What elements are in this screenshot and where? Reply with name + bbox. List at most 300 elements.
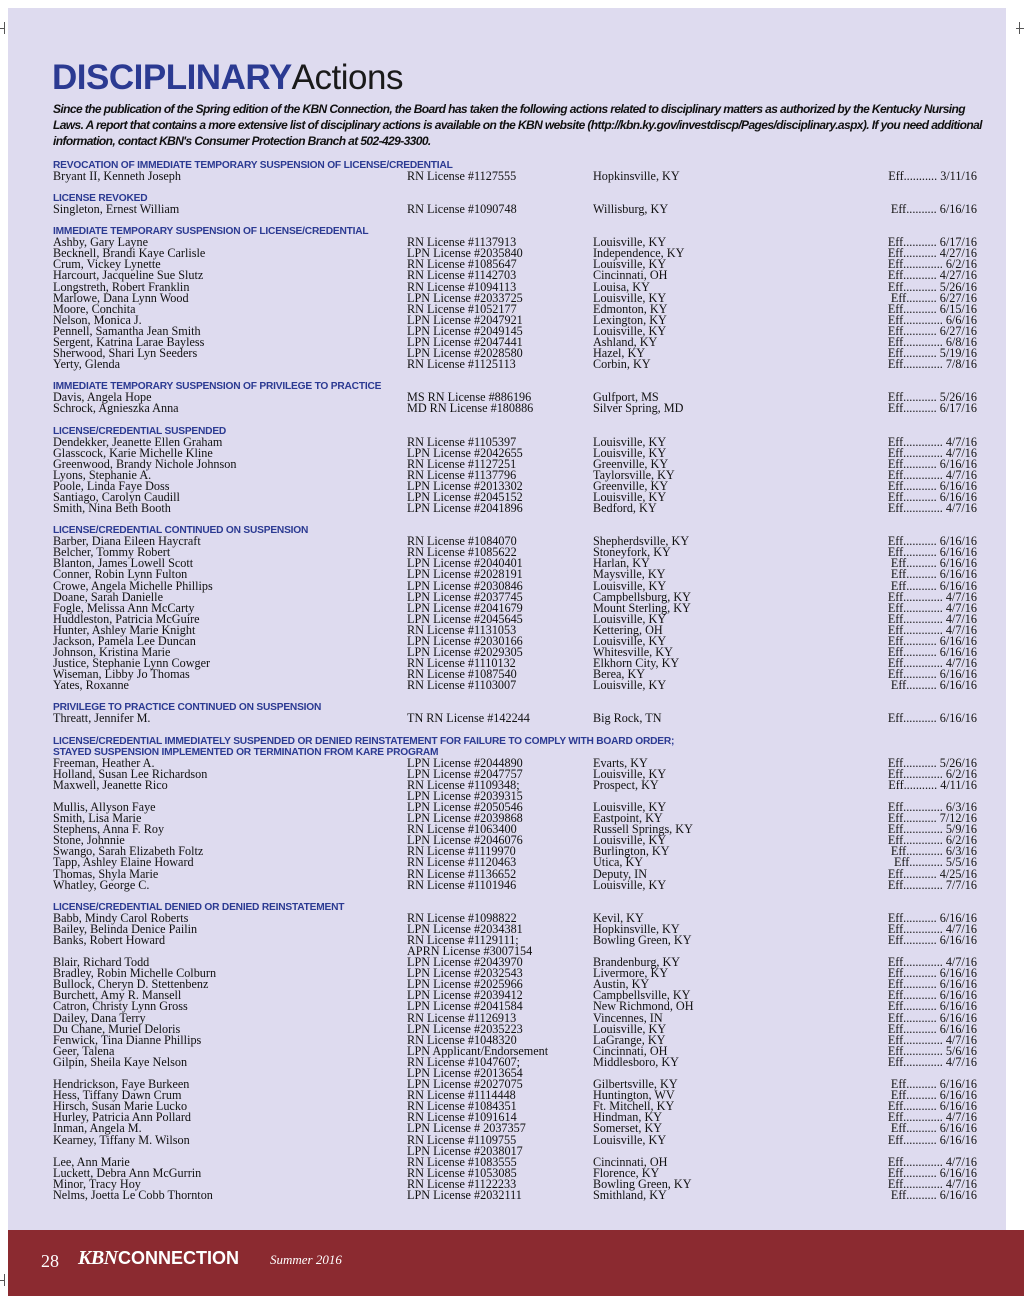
- entry-license: MS RN License #886196: [407, 390, 532, 405]
- entry-effective-date: Eff............. 6/3/16: [887, 799, 977, 814]
- entry-city: Louisa, KY: [593, 279, 650, 294]
- section-heading: LICENSE/CREDENTIAL DENIED OR DENIED REINSTATEMENT: [53, 901, 345, 913]
- entry-city: Louisville, KY: [593, 799, 667, 814]
- entry-license: RN License #1131053: [407, 622, 517, 637]
- entry-city: New Richmond, OH: [593, 999, 694, 1014]
- entry-city: Huntington, WV: [593, 1088, 675, 1103]
- entry-city: Louisville, KY: [593, 634, 667, 648]
- entry-name: Marlowe, Dana Lynn Wood: [53, 290, 189, 305]
- entry-license: LPN License #2025966: [407, 977, 523, 992]
- entry-name: Geer, Talena: [53, 1043, 115, 1058]
- entry-city: Hopkinsville, KY: [593, 169, 680, 183]
- entry-effective-date: Eff............ 6/3/16: [890, 844, 977, 859]
- entry-city: Hopkinsville, KY: [593, 921, 680, 936]
- entry-license: LPN License #2013654: [407, 1066, 523, 1080]
- action-section: [53, 426, 977, 515]
- entry-name: Hirsch, Susan Marie Lucko: [53, 1099, 188, 1114]
- entry-row: [53, 503, 977, 514]
- entry-name: Bradley, Robin Michelle Colburn: [53, 966, 217, 981]
- section-heading: LICENSE/CREDENTIAL SUSPENDED: [53, 425, 227, 437]
- entry-license: LPN License #2041679: [407, 600, 523, 615]
- brand-connection: CONNECTION: [118, 1248, 239, 1268]
- title-light: Actions: [291, 58, 403, 97]
- entry-effective-date: Eff........... 6/16/16: [887, 489, 977, 504]
- entry-name: Holland, Susan Lee Richardson: [53, 766, 208, 781]
- entry-city: Willisburg, KY: [593, 202, 669, 217]
- entry-name: Smith, Nina Beth Booth: [53, 501, 171, 516]
- entry-license: LPN License #2044890: [407, 755, 523, 770]
- entry-effective-date: Eff........... 4/25/16: [887, 866, 977, 881]
- entry-name: Freeman, Heather A.: [53, 755, 155, 770]
- entry-effective-date: Eff........... 3/11/16: [888, 169, 977, 183]
- entry-name: Whatley, George C.: [53, 877, 150, 892]
- entry-effective-date: Eff........... 6/16/16: [887, 910, 977, 925]
- entry-name: Mullis, Allyson Faye: [53, 799, 156, 814]
- entry-city: Berea, KY: [593, 667, 646, 682]
- entry-city: Hazel, KY: [593, 346, 646, 361]
- entry-license: LPN License #2033725: [407, 290, 523, 305]
- entry-effective-date: Eff............. 4/7/16: [887, 434, 977, 449]
- entry-effective-date: Eff.......... 6/16/16: [890, 1188, 977, 1203]
- entry-name: Babb, Mindy Carol Roberts: [53, 910, 189, 925]
- entry-city: Ashland, KY: [593, 335, 658, 350]
- crop-mark: [4, 22, 5, 34]
- entry-name: Gilpin, Sheila Kaye Nelson: [53, 1054, 188, 1069]
- entry-name: Davis, Angela Hope: [53, 390, 152, 405]
- entry-effective-date: Eff............. 4/7/16: [887, 921, 977, 936]
- entry-license: RN License #1052177: [407, 301, 517, 316]
- entry-city: Campbellsville, KY: [593, 988, 691, 1003]
- entry-effective-date: Eff........... 5/26/16: [887, 755, 977, 770]
- entry-name: Nelms, Joetta Le Cobb Thornton: [53, 1188, 213, 1203]
- entry-license: LPN License #2039315: [407, 788, 523, 803]
- entry-effective-date: Eff.......... 6/27/16: [890, 290, 977, 305]
- entry-city: Silver Spring, MD: [593, 401, 684, 416]
- intro-paragraph: Since the publication of the Spring edition of the KBN Connection, the Board has taken the following actions related to disciplinary matters as authorized by the Kentucky Nursing Laws. A report that contains a more extensive list of disciplinary actions is available on the KBN website (http://kbn.ky.gov/investdiscp/Pages/disciplinary.aspx). If you need additional information, contact KBN's Consumer Protection Branch at 502-429-3300.: [53, 102, 982, 149]
- entry-license: RN License #1053085: [407, 1165, 517, 1180]
- entry-name: Smith, Lisa Marie: [53, 811, 142, 826]
- entry-city: Louisville, KY: [593, 323, 667, 338]
- entry-name: Belcher, Tommy Robert: [53, 545, 171, 560]
- entry-name: Yerty, Glenda: [53, 357, 121, 372]
- footer-bar: [8, 1230, 1024, 1296]
- entry-effective-date: Eff........... 6/17/16: [887, 235, 977, 250]
- entry-city: Burlington, KY: [593, 844, 670, 859]
- entry-name: Dendekker, Jeanette Ellen Graham: [53, 434, 223, 449]
- entry-city: Stoneyfork, KY: [593, 545, 671, 560]
- entry-license: LPN License # 2037357: [407, 1121, 526, 1136]
- entry-city: Louisville, KY: [593, 678, 667, 693]
- entry-name: Doane, Sarah Danielle: [53, 589, 163, 604]
- entry-effective-date: Eff............. 7/8/16: [887, 357, 977, 372]
- entry-name: Hunter, Ashley Marie Knight: [53, 622, 196, 637]
- entry-city: Shepherdsville, KY: [593, 534, 690, 549]
- entry-license: LPN License #2047757: [407, 766, 523, 781]
- entry-city: Greenville, KY: [593, 478, 669, 493]
- entry-effective-date: Eff........... 6/16/16: [887, 999, 977, 1014]
- entry-city: Cincinnati, OH: [593, 1043, 668, 1058]
- entry-license: RN License #1083555: [407, 1154, 517, 1169]
- entry-license: RN License #1098822: [407, 910, 517, 925]
- entry-license: LPN License #2028191: [407, 567, 523, 582]
- section-heading: PRIVILEGE TO PRACTICE CONTINUED ON SUSPENSION: [53, 702, 322, 714]
- entry-effective-date: Eff........... 6/17/16: [887, 401, 977, 416]
- entry-effective-date: Eff........... 6/16/16: [887, 977, 977, 992]
- entry-effective-date: Eff.......... 6/16/16: [890, 678, 977, 693]
- entry-license: RN License #1094113: [407, 279, 517, 294]
- entry-city: Harlan, KY: [593, 556, 650, 571]
- entry-city: Louisville, KY: [593, 833, 667, 848]
- entry-license: RN License #1142703: [407, 268, 517, 283]
- disciplinary-list: [53, 160, 977, 1212]
- page-number: 28: [41, 1251, 59, 1271]
- entry-effective-date: Eff............. 4/7/16: [887, 600, 977, 615]
- entry-license: RN License #1129111;: [407, 932, 519, 947]
- entry-license: LPN License #2035223: [407, 1021, 523, 1036]
- entry-row: [53, 171, 977, 182]
- entry-name: Pennell, Samantha Jean Smith: [53, 323, 201, 338]
- entry-license: LPN License #2050546: [407, 799, 523, 814]
- entry-city: Louisville, KY: [593, 290, 667, 305]
- entry-license: LPN License #2038017: [407, 1143, 523, 1158]
- entry-name: Tapp, Ashley Elaine Howard: [53, 855, 194, 870]
- entry-license: LPN License #2049145: [407, 323, 523, 338]
- entry-name: Hess, Tiffany Dawn Crum: [53, 1088, 182, 1103]
- entry-city: Brandenburg, KY: [593, 955, 681, 970]
- entry-effective-date: Eff........... 6/27/16: [887, 323, 977, 338]
- entry-license: RN License #1125113: [407, 357, 516, 372]
- entry-name: Maxwell, Jeanette Rico: [53, 777, 168, 792]
- entry-city: Louisville, KY: [593, 445, 667, 460]
- entry-name: Lyons, Stephanie A.: [53, 467, 152, 482]
- entry-name: Jackson, Pamela Lee Duncan: [53, 634, 196, 648]
- entry-city: Louisville, KY: [593, 766, 667, 781]
- entry-effective-date: Eff........... 6/16/16: [887, 932, 977, 947]
- entry-effective-date: Eff.......... 6/16/16: [890, 1121, 977, 1136]
- entry-effective-date: Eff.......... 6/16/16: [890, 1077, 977, 1092]
- entry-effective-date: Eff............. 4/7/16: [887, 589, 977, 604]
- entry-effective-date: Eff............. 6/2/16: [887, 833, 977, 848]
- entry-license: TN RN License #142244: [407, 711, 530, 726]
- entry-name: Schrock, Agnieszka Anna: [53, 401, 179, 416]
- entry-name: Bailey, Belinda Denice Pailin: [53, 921, 198, 936]
- entry-effective-date: Eff........... 6/16/16: [887, 645, 977, 660]
- entry-effective-date: Eff........... 5/5/16: [893, 855, 977, 870]
- entry-name: Banks, Robert Howard: [53, 932, 166, 947]
- entry-city: Cincinnati, OH: [593, 1154, 668, 1169]
- entry-license: RN License #1091614: [407, 1110, 517, 1125]
- entry-license: RN License #1084351: [407, 1099, 517, 1114]
- entry-effective-date: Eff.......... 6/16/16: [890, 567, 977, 582]
- entry-license: LPN License #2043970: [407, 955, 523, 970]
- entry-city: Mount Sterling, KY: [593, 600, 691, 615]
- entry-license: LPN License #2027075: [407, 1077, 523, 1092]
- action-section: [53, 160, 977, 182]
- entry-row: [53, 680, 977, 691]
- entry-license: LPN License #2032111: [407, 1188, 522, 1203]
- entry-row: [53, 713, 977, 724]
- entry-city: Bowling Green, KY: [593, 1176, 692, 1191]
- entry-license: LPN License #2045152: [407, 489, 523, 504]
- entry-city: Louisville, KY: [593, 877, 667, 892]
- entry-effective-date: Eff............. 4/7/16: [887, 955, 977, 970]
- entry-name: Poole, Linda Faye Doss: [53, 478, 170, 493]
- entry-effective-date: Eff........... 6/16/16: [887, 1165, 977, 1180]
- entry-row: [53, 403, 977, 414]
- entry-name: Blanton, James Lowell Scott: [53, 556, 194, 571]
- entry-name: Inman, Angela M.: [53, 1121, 142, 1136]
- brand-kbn: KBN: [78, 1247, 118, 1269]
- entry-name: Du Chane, Muriel Deloris: [53, 1021, 181, 1036]
- entry-city: Louisville, KY: [593, 489, 667, 504]
- section-heading: STAYED SUSPENSION IMPLEMENTED OR TERMINATION FROM KARE PROGRAM: [53, 746, 439, 758]
- entry-name: Glasscock, Karie Michelle Kline: [53, 445, 213, 460]
- entry-effective-date: Eff............. 4/7/16: [887, 501, 977, 516]
- entry-city: Taylorsville, KY: [593, 467, 675, 482]
- entry-name: Burchett, Amy R. Mansell: [53, 988, 182, 1003]
- entry-license: RN License #1109755: [407, 1132, 517, 1147]
- entry-license: LPN License #2042655: [407, 445, 523, 460]
- entry-license: RN License #1048320: [407, 1032, 517, 1047]
- action-section: [53, 226, 977, 370]
- crop-mark: [4, 1274, 5, 1286]
- section-heading: IMMEDIATE TEMPORARY SUSPENSION OF LICENSE/CREDENTIAL: [53, 226, 369, 238]
- entry-license: RN License #1103007: [407, 678, 517, 693]
- entry-name: Fenwick, Tina Dianne Phillips: [53, 1032, 202, 1047]
- entry-name: Longstreth, Robert Franklin: [53, 279, 190, 294]
- entry-city: Eastpoint, KY: [593, 811, 663, 826]
- entry-effective-date: Eff............. 4/7/16: [887, 467, 977, 482]
- entry-name: Johnson, Kristina Marie: [53, 645, 171, 660]
- entry-effective-date: Eff........... 6/16/16: [887, 545, 977, 560]
- entry-city: Elkhorn City, KY: [593, 656, 680, 671]
- entry-license: RN License #1087540: [407, 667, 517, 682]
- entry-effective-date: Eff........... 6/16/16: [887, 966, 977, 981]
- section-heading: LICENSE REVOKED: [53, 193, 148, 205]
- entry-city: Lexington, KY: [593, 312, 667, 327]
- entry-city: Louisville, KY: [593, 434, 667, 449]
- entry-name: Greenwood, Brandy Nichole Johnson: [53, 456, 237, 471]
- entry-effective-date: Eff............. 4/7/16: [887, 1032, 977, 1047]
- action-section: [53, 381, 977, 414]
- entry-row: [53, 204, 977, 215]
- entry-city: Russell Springs, KY: [593, 822, 693, 837]
- entry-license: RN License #1063400: [407, 822, 517, 837]
- entry-name: Fogle, Melissa Ann McCarty: [53, 600, 195, 615]
- entry-effective-date: Eff........... 6/15/16: [887, 301, 977, 316]
- entry-city: Ft. Mitchell, KY: [593, 1099, 675, 1114]
- crop-mark: [1019, 22, 1020, 34]
- page-title: [52, 58, 403, 98]
- entry-effective-date: Eff............. 6/2/16: [887, 766, 977, 781]
- entry-row: [53, 1190, 977, 1201]
- entry-city: Louisville, KY: [593, 1132, 667, 1147]
- entry-name: Luckett, Debra Ann McGurrin: [53, 1165, 202, 1180]
- entry-license: RN License #1120463: [407, 855, 517, 870]
- entry-license: RN License #1047607;: [407, 1054, 521, 1069]
- entry-name: Swango, Sarah Elizabeth Foltz: [53, 844, 204, 859]
- entry-city: Bedford, KY: [593, 501, 657, 516]
- entry-effective-date: Eff............. 6/2/16: [887, 257, 977, 272]
- entry-license: RN License #1136652: [407, 866, 517, 881]
- entry-effective-date: Eff.......... 6/16/16: [890, 578, 977, 593]
- entry-effective-date: Eff........... 5/19/16: [887, 346, 977, 361]
- entry-license: RN License #1085647: [407, 257, 517, 272]
- entry-city: Greenville, KY: [593, 456, 669, 471]
- entry-city: Gulfport, MS: [593, 390, 659, 405]
- action-section: [53, 193, 977, 215]
- entry-city: Utica, KY: [593, 855, 644, 870]
- entry-name: Sherwood, Shari Lyn Seeders: [53, 346, 198, 361]
- entry-city: Austin, KY: [593, 977, 650, 992]
- entry-license: RN License #1084070: [407, 534, 517, 549]
- entry-effective-date: Eff........... 6/16/16: [887, 667, 977, 682]
- entry-effective-date: Eff............. 5/6/16: [887, 1043, 977, 1058]
- entry-row: [53, 877, 977, 892]
- entry-effective-date: Eff............. 4/7/16: [887, 1110, 977, 1125]
- entry-city: LaGrange, KY: [593, 1032, 666, 1047]
- entry-name: Huddleston, Patricia McGuire: [53, 611, 200, 626]
- entry-name: Justice, Stephanie Lynn Cowger: [53, 656, 211, 671]
- entry-effective-date: Eff........... 6/16/16: [887, 1021, 977, 1036]
- section-heading: REVOCATION OF IMMEDIATE TEMPORARY SUSPENSION OF LICENSE/CREDENTIAL: [53, 160, 453, 171]
- entry-license: RN License #1090748: [407, 202, 517, 217]
- entry-effective-date: Eff........... 5/26/16: [887, 390, 977, 405]
- entry-license: RN License #1137796: [407, 467, 517, 482]
- entry-license: LPN License #2037745: [407, 589, 523, 604]
- entry-name: Hendrickson, Faye Burkeen: [53, 1077, 190, 1092]
- crop-mark: [1016, 28, 1024, 29]
- entry-name: Ashby, Gary Layne: [53, 235, 148, 250]
- entry-license: LPN License #2035840: [407, 246, 523, 261]
- section-heading: LICENSE/CREDENTIAL IMMEDIATELY SUSPENDED OR DENIED REINSTATEMENT FOR FAILURE TO COMPLY WITH BOARD ORDER;: [53, 735, 675, 747]
- entry-city: Florence, KY: [593, 1165, 660, 1180]
- entry-name: Lee, Ann Marie: [53, 1154, 130, 1169]
- entry-name: Threatt, Jennifer M.: [53, 711, 151, 726]
- entry-name: Becknell, Brandi Kaye Carlisle: [53, 246, 206, 261]
- entry-city: Prospect, KY: [593, 777, 659, 792]
- title-bold: DISCIPLINARY: [52, 58, 292, 97]
- entry-effective-date: Eff........... 4/11/16: [888, 777, 977, 792]
- entry-name: Stone, Johnnie: [53, 833, 125, 848]
- entry-city: Whitesville, KY: [593, 645, 673, 660]
- entry-name: Hurley, Patricia Ann Pollard: [53, 1110, 191, 1125]
- entry-city: Louisville, KY: [593, 578, 667, 593]
- entry-name: Stephens, Anna F. Roy: [53, 822, 165, 837]
- entry-effective-date: Eff............. 5/9/16: [887, 822, 977, 837]
- entry-effective-date: Eff............. 4/7/16: [887, 1054, 977, 1069]
- entry-license: RN License #1127251: [407, 456, 517, 471]
- entry-license: RN License #1137913: [407, 235, 517, 250]
- entry-effective-date: Eff........... 4/27/16: [887, 268, 977, 283]
- entry-effective-date: Eff........... 6/16/16: [887, 634, 977, 648]
- section-heading: IMMEDIATE TEMPORARY SUSPENSION OF PRIVILEGE TO PRACTICE: [53, 381, 382, 393]
- entry-city: Hindman, KY: [593, 1110, 663, 1125]
- entry-license: LPN License #2040401: [407, 556, 523, 571]
- entry-row: [53, 359, 977, 370]
- entry-license: RN License #1109348;: [407, 777, 520, 792]
- entry-license: LPN License #2045645: [407, 611, 523, 626]
- entry-license: LPN License #2030166: [407, 634, 523, 648]
- entry-license: LPN License #2046076: [407, 833, 523, 848]
- entry-name: Bullock, Cheryn D. Stettenbenz: [53, 977, 209, 992]
- entry-name: Wiseman, Libby Jo Thomas: [53, 667, 190, 682]
- entry-name: Bryant II, Kenneth Joseph: [53, 169, 181, 183]
- entry-name: Crum, Vickey Lynette: [53, 257, 161, 272]
- entry-license: RN License #1127555: [407, 169, 517, 183]
- entry-effective-date: Eff........... 4/27/16: [887, 246, 977, 261]
- entry-city: Edmonton, KY: [593, 301, 668, 316]
- action-section: [53, 736, 977, 891]
- entry-license: APRN License #3007154: [407, 943, 533, 958]
- entry-license: LPN License #2032543: [407, 966, 523, 981]
- entry-city: Deputy, IN: [593, 866, 648, 881]
- entry-city: Louisville, KY: [593, 235, 667, 250]
- entry-name: Yates, Roxanne: [53, 678, 129, 693]
- entry-license: RN License #1119970: [407, 844, 516, 859]
- section-heading: LICENSE/CREDENTIAL CONTINUED ON SUSPENSION: [53, 525, 309, 537]
- entry-license: RN License #1122233: [407, 1176, 517, 1191]
- entry-effective-date: Eff............. 4/7/16: [887, 622, 977, 637]
- entry-name: Moore, Conchita: [53, 301, 136, 316]
- entry-city: Livermore, KY: [593, 966, 669, 981]
- entry-name: Barber, Diana Eileen Haycraft: [53, 534, 201, 549]
- entry-license: RN License #1105397: [407, 434, 517, 449]
- entry-city: Big Rock, TN: [593, 711, 662, 726]
- entry-city: Gilbertsville, KY: [593, 1077, 678, 1092]
- entry-effective-date: Eff............. 4/7/16: [887, 611, 977, 626]
- action-section: [53, 902, 977, 1201]
- entry-effective-date: Eff.......... 6/16/16: [890, 1088, 977, 1103]
- entry-city: Corbin, KY: [593, 357, 651, 372]
- entry-name: Catron, Christy Lynn Gross: [53, 999, 188, 1014]
- entry-name: Blair, Richard Todd: [53, 955, 150, 970]
- entry-name: Harcourt, Jacqueline Sue Slutz: [53, 268, 204, 283]
- entry-effective-date: Eff........... 6/16/16: [887, 711, 977, 726]
- entry-city: Independence, KY: [593, 246, 685, 261]
- entry-license: RN License #1126913: [407, 1010, 517, 1025]
- entry-name: Thomas, Shyla Marie: [53, 866, 159, 881]
- entry-effective-date: Eff........... 6/16/16: [887, 534, 977, 549]
- entry-effective-date: Eff........... 6/16/16: [887, 478, 977, 493]
- entry-name: Crowe, Angela Michelle Phillips: [53, 578, 213, 593]
- entry-license: RN License #1101946: [407, 877, 517, 892]
- entry-city: Evarts, KY: [593, 755, 648, 770]
- entry-effective-date: Eff............. 4/7/16: [887, 445, 977, 460]
- entry-city: Smithland, KY: [593, 1188, 667, 1203]
- entry-name: Santiago, Carolyn Caudill: [53, 489, 180, 504]
- entry-license: LPN License #2030846: [407, 578, 523, 593]
- entry-license: RN License #1110132: [407, 656, 516, 671]
- entry-license: LPN License #2034381: [407, 921, 523, 936]
- entry-effective-date: Eff.......... 6/16/16: [890, 202, 977, 217]
- entry-effective-date: Eff........... 6/16/16: [887, 1132, 977, 1147]
- entry-effective-date: Eff........... 5/26/16: [887, 279, 977, 294]
- entry-license: LPN License #2029305: [407, 645, 523, 660]
- entry-name: Dailey, Dana Terry: [53, 1010, 146, 1025]
- entry-city: Middlesboro, KY: [593, 1054, 679, 1069]
- entry-city: Somerset, KY: [593, 1121, 663, 1136]
- entry-name: Minor, Tracy Hoy: [53, 1176, 141, 1191]
- entry-effective-date: Eff........... 6/16/16: [887, 456, 977, 471]
- entry-license: LPN License #2047441: [407, 335, 523, 350]
- entry-city: Kevil, KY: [593, 910, 644, 925]
- entry-license: LPN Applicant/Endorsement: [407, 1043, 549, 1058]
- entry-license: LPN License #2047921: [407, 312, 523, 327]
- entry-city: Louisville, KY: [593, 611, 667, 626]
- entry-effective-date: Eff........... 6/16/16: [887, 988, 977, 1003]
- entry-city: Kettering, OH: [593, 622, 663, 637]
